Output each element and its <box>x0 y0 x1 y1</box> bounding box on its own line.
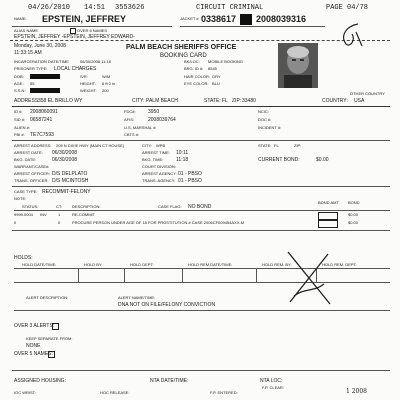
mugshot-photo <box>278 43 318 88</box>
hold-rem-dept-col: HOLD REM. DEPT: <box>322 262 357 267</box>
name-underline <box>12 26 172 27</box>
state-label: STATE: <box>204 98 221 104</box>
booking-date: 06/30/2008 <box>52 157 78 163</box>
arrest-divider <box>12 186 390 187</box>
address-street: 358 EL BRILLO WY <box>38 98 83 104</box>
sex-value: W/M <box>102 74 111 79</box>
hold-rem-date-col: HOLD REM.DATE/TIME: <box>188 262 233 267</box>
arrest-state-label: STATE: <box>258 143 272 148</box>
hoc-release-label: HOC RELEASE: <box>100 390 130 395</box>
incarceration-label: INCARCERATION DATE/TIME <box>14 59 69 64</box>
booking-time-label: BKG. TIME: <box>142 157 164 162</box>
trans-agency: 01 - PBSO <box>178 178 202 184</box>
sex-label: S/R: <box>80 74 88 79</box>
fax-time: 14:51 <box>84 4 106 12</box>
keep-separate-none: NONE <box>26 343 41 349</box>
over-names-label: OVER 5 NAMES: <box>14 351 53 357</box>
booking-time: 11:18 <box>176 157 189 163</box>
hold-by-col: HOLD BY: <box>84 262 103 267</box>
nta-loc-label: NTA LOC: <box>260 378 283 384</box>
weight-label: WEIGHT: <box>80 88 97 93</box>
bk-loc-value: MOBILE BOOKING <box>208 59 243 64</box>
alias-divider <box>10 40 390 41</box>
case-type-label: CASE TYPE: <box>14 189 38 194</box>
bond-col-label: BOND <box>348 200 360 205</box>
afis-value: 2008039764 <box>148 117 176 123</box>
arrest-officer: D/S DELPLATO <box>52 171 88 177</box>
case-number: 2008039316 <box>256 14 307 24</box>
case-header-divider <box>14 210 390 211</box>
ssn-redaction <box>30 88 60 93</box>
case-type: RECOMMIT-FELONY <box>42 189 91 195</box>
hair-label: HAIR COLOR: <box>184 74 211 79</box>
age-value: 55 <box>30 81 35 86</box>
jacket-number: 0338617 <box>201 14 237 24</box>
redaction-block <box>240 14 252 25</box>
over-names-checkbox <box>48 351 55 358</box>
report-time: 11:33:15 AM <box>14 50 42 56</box>
holds-col-divider <box>182 268 183 282</box>
fp-entered-label: F.P. ENTERED: <box>210 390 238 395</box>
other-country-label: OTHER COUNTRY <box>350 91 385 96</box>
fax-number: 3553626 <box>115 4 145 12</box>
id-label: ID #: <box>14 109 23 114</box>
holds-col-divider <box>78 268 79 282</box>
case-row-ct: 0 <box>58 220 61 225</box>
arrest-time-label: ARREST TIME: <box>142 150 170 155</box>
fdc-value: 3950 <box>148 109 160 115</box>
arrest-city-label: CITY: <box>142 143 153 148</box>
current-bond: $0.00 <box>316 157 329 163</box>
prisoner-type-label: PRISONER TYPE: <box>14 66 48 71</box>
alert-name-label: ALERT NAME/TIME: <box>118 295 156 300</box>
current-bond-label: CURRENT BOND: <box>258 157 300 163</box>
over-alerts-label: OVER 3 ALERTS: <box>14 323 55 329</box>
ct-col-label: CT: <box>56 204 62 209</box>
address-divider <box>12 106 390 107</box>
case-row-code: INV <box>40 212 47 217</box>
fbi-label: FBI #: <box>14 132 25 137</box>
subject-name: EPSTEIN, JEFFREY <box>42 14 127 24</box>
fdc-label: FDC#: <box>124 109 136 114</box>
assigned-housing-label: ASSIGNED HOUSING: <box>14 378 66 384</box>
fp-clear-label: F.P. CLEAR: <box>262 385 284 390</box>
status-col-label: STATUS: <box>22 204 39 209</box>
ids-divider <box>12 140 390 141</box>
incident-label: INCIDENT #: <box>258 125 282 130</box>
nta-datetime-label: NTA DATE/TIME: <box>150 378 189 384</box>
zip-value: 33480 <box>242 98 256 104</box>
handwritten-cross-mark <box>284 248 334 308</box>
eye-label: EYE COLOR: <box>184 81 209 86</box>
holds-label: HOLDS: <box>14 255 33 261</box>
alert-description-label: ALERT DESCRIPTION: <box>26 295 69 300</box>
alert-note: DNA NOT ON FILE/FELONY CONVICTION <box>118 302 216 308</box>
trans-officer-label: TRANS. OFFICER: <box>14 178 49 183</box>
alien-label: ALIEN #: <box>14 125 31 130</box>
arrest-date: 06/30/2008 <box>52 150 78 156</box>
note-label: NOTE: <box>14 196 27 201</box>
arrest-agency: 01 - PBSO <box>178 171 202 177</box>
fax-system: CIRCUIT CRIMINAL <box>196 4 264 12</box>
arrest-city: WPB <box>156 143 166 148</box>
fax-page: PAGE 04/78 <box>326 4 369 12</box>
brg-id-label: BRG. ID #: <box>184 66 204 71</box>
handwritten-mark <box>336 20 366 50</box>
city-value: PALM BEACH <box>146 98 178 104</box>
alias-label: ALIAS NAME <box>14 28 39 33</box>
case-row-status: 0 <box>14 220 17 225</box>
country-value: USA <box>354 98 365 104</box>
sid-value: 06587241 <box>30 117 53 123</box>
date-stamp: 1 2008 <box>346 388 367 395</box>
dob-label: DOB: <box>14 74 24 79</box>
ncic-label: NCIC: <box>258 109 269 114</box>
state-value: FL <box>222 98 228 104</box>
case-row-status: 9999.0004 <box>14 212 33 217</box>
case-flag: NO BOND <box>188 204 212 210</box>
city-label: CITY: <box>132 98 145 104</box>
arrest-address: 205 N DIXIE HWY (MAIN CT HOUSE) <box>56 143 125 148</box>
ioc-wrist-label: IOC WRIST: <box>14 390 36 395</box>
case-row-desc: PROCURE PERSON UNDER AGE OF 18 FOR PROSTITUTION # CASE 2006CF009454AXX-M <box>72 220 245 225</box>
description-col-label: DESCRIPTION: <box>72 204 101 209</box>
afis-label: AFIS: <box>124 117 135 122</box>
us-marshal-label: U.S. MARSHAL #: <box>124 125 157 130</box>
card-title: BOOKING CARD <box>160 53 207 59</box>
arrest-time: 10:11 <box>176 150 189 156</box>
case-divider <box>12 230 390 231</box>
case-row-desc: RE-COMMIT <box>72 212 96 217</box>
dob-redaction <box>30 74 60 79</box>
arrest-date-label: ARREST DATE: <box>14 150 43 155</box>
arrest-state: FL <box>274 143 279 148</box>
prisoner-type: LOCAL CHARGES <box>54 66 97 72</box>
case-row-ct: 1 <box>58 212 61 217</box>
warrant-label: WARRANT/CASE#: <box>14 164 50 169</box>
report-date: Monday, June 30, 2008 <box>14 43 66 49</box>
fax-date: 04/26/2010 <box>28 4 71 12</box>
mugshot-image <box>278 43 318 88</box>
arrest-zip-label: ZIP: <box>294 143 302 148</box>
bond-amt-box <box>318 220 338 228</box>
sid-label: SID #: <box>14 117 26 122</box>
over-alerts-checkbox <box>52 323 59 330</box>
zip-label: ZIP: <box>232 98 242 104</box>
height-label: HEIGHT: <box>80 81 96 86</box>
hair-value: GRY <box>212 74 221 79</box>
name-label: NAME: <box>14 16 27 21</box>
arrest-officer-label: ARREST OFFICER: <box>14 171 50 176</box>
booking-date-label: BKG. DATE: <box>14 157 37 162</box>
hold-dept-col: HOLD DEPT: <box>130 262 154 267</box>
bond-amt-col-label: BOND AMT <box>318 200 339 205</box>
eye-value: BLU <box>212 81 220 86</box>
hold-rem-by-col: HOLD REM. BY: <box>262 262 292 267</box>
weight-value: 200 <box>102 88 109 93</box>
holds-col-divider <box>124 268 125 282</box>
separate-divider <box>12 370 390 371</box>
agency-title: PALM BEACH SHERIFFS OFFICE <box>126 44 237 51</box>
bond-amt-box <box>318 212 338 220</box>
case-flag-label: CASE FLAG: <box>158 204 182 209</box>
height-value: 6 ft 0 in <box>102 81 116 86</box>
cbts-label: CBTS #: <box>124 132 140 137</box>
jacket-label: JACKET # <box>180 16 199 21</box>
case-row-amt: $0.00 <box>348 212 359 217</box>
arrest-address-label: ARREST ADDRESS: <box>14 143 52 148</box>
trans-agency-label: TRANS. AGENCY: <box>142 178 176 183</box>
alerts-divider <box>14 310 390 311</box>
court-division-label: COURT DIVISION: <box>142 164 176 169</box>
trans-officer: D/S MCINTOSH <box>52 178 89 184</box>
case-row-amt: $0.00 <box>348 220 359 225</box>
arrest-agency-label: ARREST AGENCY: <box>142 171 177 176</box>
ssn-label: S.S.N: <box>14 88 26 93</box>
address-label: ADDRESS: <box>14 98 40 104</box>
fbi-value: TE7C7593 <box>30 132 54 138</box>
holds-col-divider <box>256 268 257 282</box>
bk-loc-label: BK/LOC: <box>184 59 200 64</box>
hold-date-col: HOLD DATE/TIME: <box>22 262 57 267</box>
keep-separate-label: KEEP SEPARATE FROM: <box>26 336 73 341</box>
brg-id-value: 8545 <box>208 66 217 71</box>
country-label: COUNTRY: <box>322 98 348 104</box>
age-label: AGE: <box>14 81 24 86</box>
other-names-label: OVER 6 NAMES <box>77 28 108 33</box>
doc-label: DOC #: <box>258 117 272 122</box>
jacket-underline <box>180 26 325 27</box>
incarceration-value: 06/30/2008 11:18 <box>80 59 111 64</box>
alias-line: EPSTEIN, JEFFREY -EPSTEIN, JEFFREY EDWARD- <box>14 34 135 40</box>
id-value: 2008060091 <box>30 109 58 115</box>
